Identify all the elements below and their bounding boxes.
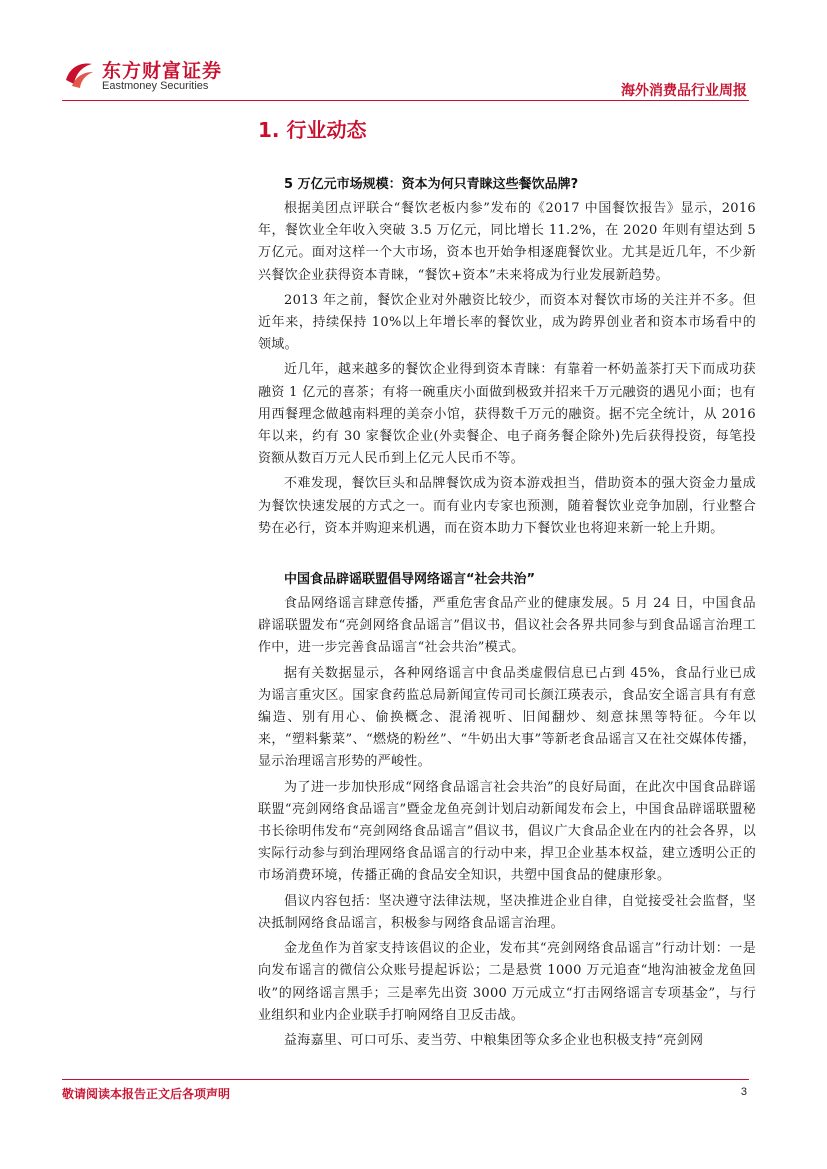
paragraph: 2013 年之前，餐饮企业对外融资比较少，而资本对餐饮市场的关注并不多。但近年来，持续保持 10%以上年增长率的餐饮业，成为跨界创业者和资本市场看中的领域。 xyxy=(258,292,756,353)
footer-divider xyxy=(62,1079,749,1080)
report-body xyxy=(258,174,756,1052)
section-title: 1. 行业动态 xyxy=(258,118,367,142)
section-spacer xyxy=(258,543,756,569)
logo-chinese-name: 东方财富证券 xyxy=(102,60,223,82)
page-number: 3 xyxy=(740,1086,747,1098)
paragraph: 倡议内容包括：坚决遵守法律法规，坚决推进企业自律，自觉接受社会监督，坚决抵制网络食品谣言，积极参与网络食品谣言治理。 xyxy=(258,893,756,931)
article-title: 中国食品辟谣联盟倡导网络谣言“社会共治” xyxy=(284,572,536,588)
paragraph: 为了进一步加快形成“网络食品谣言社会共治”的良好局面，在此次中国食品辟谣联盟“亮剑网络食品谣言”暨金龙鱼亮剑计划启动新闻发布会上，中国食品辟谣联盟秘书长徐明伟发布“亮剑网络食品谣言”倡议书，倡议广大食品企业在内的社会各界，以实际行动参与到治理网络食品谣言的行动中来，捍卫企业基本权益，建立透明公正的市场消费环境，传播正确的食品安全知识，共塑中国食品的健康形象。 xyxy=(258,779,756,884)
paragraph: 不难发现，餐饮巨头和品牌餐饮成为资本游戏担当，借助资本的强大资金力量成为餐饮快速发展的方式之一。而有业内专家也预测，随着餐饮业竞争加剧，行业整合势在必行，资本并购迎来机遇，而在资本助力下餐饮业也将迎来新一轮上升期。 xyxy=(258,476,756,536)
article-title: 5 万亿元市场规模：资本为何只青睐这些餐饮品牌? xyxy=(284,177,579,192)
paragraph: 近几年，越来越多的餐饮企业得到资本青睐：有靠着一杯奶盖茶打天下而成功获融资 1 亿元的喜茶；有将一碗重庆小面做到极致并招来千万元融资的遇见小面；也有用西餐理念做越南料理的美奈小馆，获得数千万元的融资。据不完全统计，从 2016 年以来，约有 30 家餐饮企业(外卖餐企、电子商务餐企除外)先后获得投资，每笔投资额从数百万元人民币到上亿元人民币不等。 xyxy=(258,362,756,467)
header-divider xyxy=(62,100,749,101)
paragraph: 食品网络谣言肆意传播，严重危害食品产业的健康发展。5 月 24 日，中国食品辟谣联盟发布“亮剑网络食品谣言”倡议书，倡议社会各界共同参与到食品谣言治理工作中，进一步完善食品谣言“社会共治”模式。 xyxy=(258,596,756,656)
company-logo xyxy=(62,54,242,96)
logo-english-name: Eastmoney Securities xyxy=(102,80,209,92)
paragraph: 据有关数据显示，各种网络谣言中食品类虚假信息已占到 45%，食品行业已成为谣言重灾区。国家食药监总局新闻宣传司司长颜江瑛表示，食品安全谣言具有有意编造、别有用心、偷换概念、混淆视听、旧闻翻炒、刻意抹黑等特征。今年以来，“塑料紫菜”、“燃烧的粉丝”、“牛奶出大事”等新老食品谣言又在社交媒体传播，显示治理谣言形势的严峻性。 xyxy=(258,665,756,770)
paragraph: 根据美团点评联合“餐饮老板内参”发布的《2017 中国餐饮报告》显示，2016 年，餐饮业全年收入突破 3.5 万亿元，同比增长 11.2%，在 2020 年则有望达到 5 万亿元。面对这样一个大市场，资本也开始争相逐鹿餐饮业。尤其是近几年，不少新兴餐饮企业获得资本青睐，“餐饮+资本”未来将成为行业发展新趋势。 xyxy=(258,201,756,283)
report-type-title: 海外消费品行业周报 xyxy=(621,83,747,99)
paragraph: 益海嘉里、可口可乐、麦当劳、中粮集团等众多企业也积极支持“亮剑网 xyxy=(284,1032,704,1048)
paragraph: 金龙鱼作为首家支持该倡议的企业，发布其“亮剑网络食品谣言”行动计划：一是向发布谣言的微信公众账号提起诉讼；二是悬赏 1000 万元追查“地沟油被金龙鱼回收”的网络谣言黑手；三是率先出资 3000 万元成立“打击网络谣言专项基金”，与行业组织和业内企业联手打响网络自卫反击战。 xyxy=(258,941,756,1023)
footer-disclaimer: 敬请阅读本报告正文后各项声明 xyxy=(62,1087,231,1101)
eastmoney-logo-icon xyxy=(62,56,96,90)
